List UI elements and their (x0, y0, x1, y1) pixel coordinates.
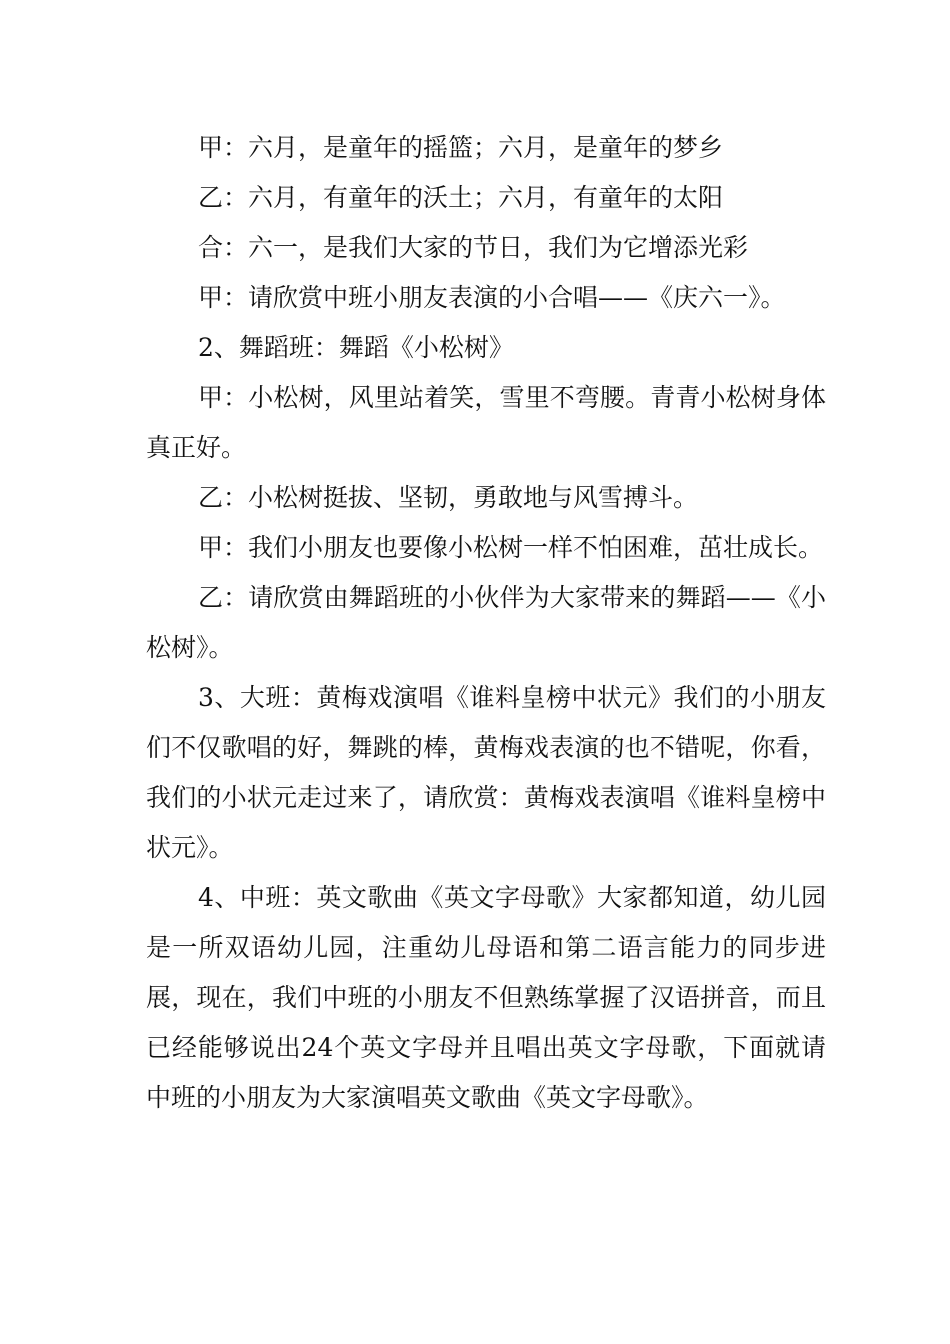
paragraph-senior-class-opera: 3、大班：黄梅戏演唱《谁料皇榜中状元》我们的小朋友们不仅歌唱的好，舞跳的棒，黄梅戏表演的也不错呢，你看，我们的小状元走过来了，请欣赏：黄梅戏表演唱《谁料皇榜中状元》。 (146, 683, 826, 862)
paragraph-jia-chorus-intro: 甲：请欣赏中班小朋友表演的小合唱——《庆六一》。 (198, 283, 786, 312)
document-body (146, 123, 826, 1123)
paragraph-yi-dance-intro: 乙：请欣赏由舞蹈班的小伙伴为大家带来的舞蹈——《小松树》。 (146, 583, 826, 662)
paragraph-jia-june-cradle: 甲：六月，是童年的摇篮；六月，是童年的梦乡 (198, 133, 724, 162)
paragraph-jia-grow-strong: 甲：我们小朋友也要像小松树一样不怕困难，茁壮成长。 (198, 533, 824, 562)
paragraph-he-children-day: 合：六一，是我们大家的节日，我们为它增添光彩 (198, 233, 749, 262)
paragraph-middle-class-abc-song: 4、中班：英文歌曲《英文字母歌》大家都知道，幼儿园是一所双语幼儿园，注重幼儿母语和第二语言能力的同步进展，现在，我们中班的小朋友不但熟练掌握了汉语拼音，而且已经能够说出24个英文字母并且唱出英文字母歌，下面就请中班的小朋友为大家演唱英文歌曲《英文字母歌》。 (146, 883, 826, 1112)
paragraph-yi-june-soil: 乙：六月，有童年的沃土；六月，有童年的太阳 (198, 183, 724, 212)
paragraph-jia-pine-tree: 甲：小松树，风里站着笑，雪里不弯腰。青青小松树身体真正好。 (146, 383, 826, 462)
paragraph-dance-class-heading: 2、舞蹈班：舞蹈《小松树》 (198, 333, 514, 362)
paragraph-yi-pine-strong: 乙：小松树挺拔、坚韧，勇敢地与风雪搏斗。 (198, 483, 699, 512)
